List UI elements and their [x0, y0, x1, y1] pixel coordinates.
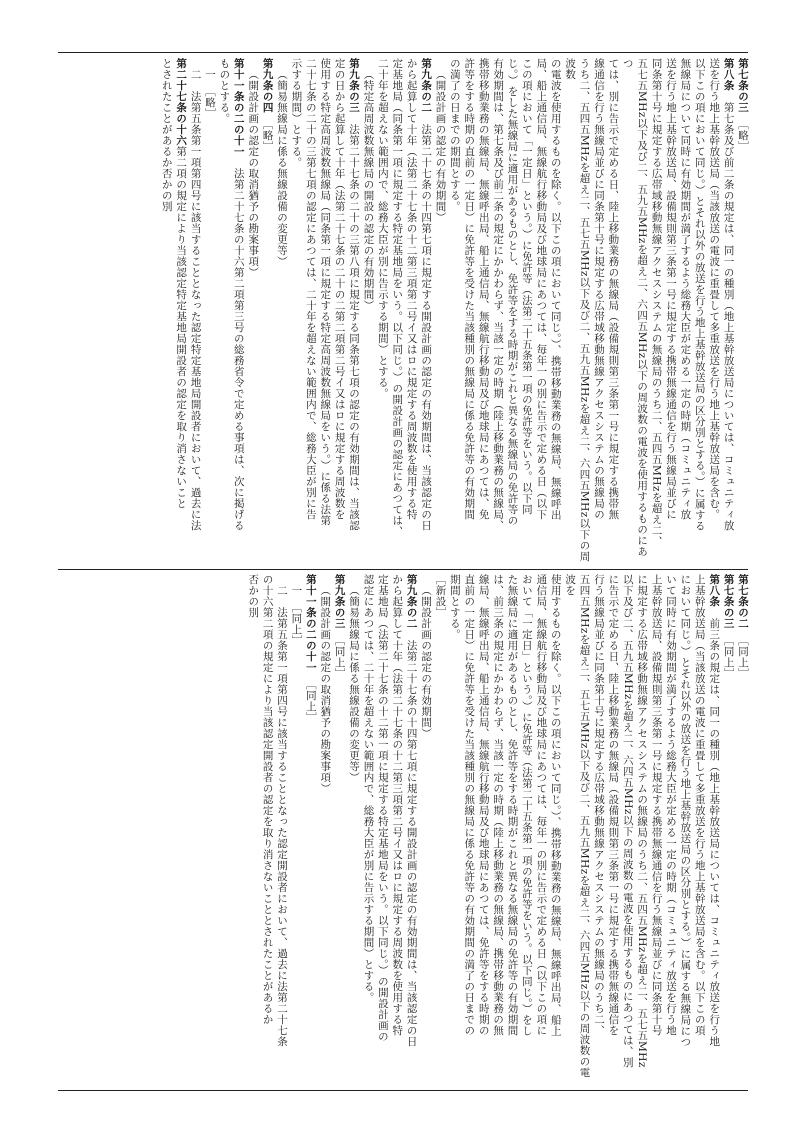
upper-panel-amended-text	[62, 58, 750, 563]
article-line	[231, 58, 245, 563]
text-line: 定の日から起算して十年（法第二十七条の二十の二第二項第二号イ又はロに規定する周波数を	[333, 58, 346, 520]
text-line: 認定にあつては、二十年を超えない範囲内で、総務大臣が別に告示する期間）とする。	[362, 574, 375, 1003]
article-line	[347, 58, 361, 563]
text-line: 定基地局（同条第一項に規定する特定基地局をいう。以下同じ。）の開設計画の認定にあつては、	[391, 58, 404, 537]
text-line: 使用するものを除く。以下この項において同じ。）、携帯移動業務の無線局、無線呼出局、船上	[549, 574, 562, 1037]
text-line: に告示で定める日、陸上移動業務の無線局（設備規則第三条第一号に規定する携帯無線通信を	[607, 574, 620, 1036]
article-number: 第七条の二	[737, 574, 749, 629]
article-text: 第七条及び前二条の規定は、同一の種別（地上基幹放送局については、コミュニティ放	[722, 91, 735, 531]
text-line: ［新設］	[434, 574, 447, 618]
item-line: 二 法第五条第一項第四号に該当することとなった認定特定基地局開設者において、過去に法	[189, 68, 202, 531]
article-number: 第八条	[722, 58, 735, 91]
text-line: じ。）をした無線局に適用があるものとし、免許等をする時期がこれと異なる無線局の免許等の	[506, 58, 519, 526]
text-line: 無線局について同時に有効期間が満了するよう総務大臣が定める一定の時期（コミュニティ放	[679, 58, 692, 520]
text-line: の満了の日までの期間とする。	[448, 58, 461, 212]
bottom-rule	[58, 1090, 748, 1091]
text-line: 送を行う地上基幹放送局、設備規則第三条第一号に規定する携帯無線通信を行う無線局並びに	[664, 58, 677, 520]
article-number: 第八条	[708, 574, 721, 607]
text-line: 五四五MHzを超え二、五七五MHz以下及び二、五九五MHzを超え二、六四五MHz以下の周波数の電波を	[564, 574, 591, 1078]
text-line: た無線局に適用があるものとし、免許等をする時期がこれと異なる無線局の免許等の有効期間	[506, 574, 519, 1036]
article-text: 法第二十七条の二十の三第八項に規定する同条第七項の認定の有効期間は、当該認	[348, 113, 361, 531]
article-line	[736, 58, 750, 563]
article-line	[721, 574, 735, 1086]
article-line	[260, 58, 274, 563]
text-line: うち二、五四五MHzを超え二、五七五MHz以下及び二、五九五MHzを超え二、六四五MHz以下の周波数	[564, 58, 591, 562]
text-line: 五七五MHz以下及び二、五九五MHzを超え二、六四五MHz以下の周波数の電波を使用するものにあつ	[621, 58, 649, 557]
text-line: 期間とする。	[448, 574, 461, 640]
text-line: 携帯移動業務の無線局、無線呼出局、船上通信局、無線航行移動局及び地球局にあつては、免	[477, 58, 490, 520]
text-line: の十六第二項の規定により当該認定開設者の認定を取り消さないこととされたことがあるか	[261, 574, 274, 1025]
text-line: 以下及び二、五九五MHzを超え二、六四五MHz以下の周波数の電波を使用するものにあつては、別	[621, 574, 634, 1068]
article-line	[707, 574, 721, 1086]
article-line	[736, 574, 750, 1086]
text-line: 行う無線局並びに同条第十号に規定する広帯域移動無線アクセスシステムの無線局のうち二、	[592, 574, 605, 1036]
text-line: 線局、無線呼出局、船上通信局、無線航行移動局及び地球局にあつては、免許等をする時期の	[477, 574, 490, 1036]
middle-rule	[58, 569, 748, 570]
article-line	[303, 574, 317, 1086]
text-line: 定基地局（法第二十七条の十二第一項に規定する特定基地局をいう。以下同じ。）の開設計画の	[376, 574, 389, 1042]
article-text: 法第二十七条の十四第七項に規定する開設計画の認定の有効期間は、当該認定の日	[405, 629, 418, 1047]
article-text: ［同上］	[722, 629, 735, 679]
article-number: 第七条の三	[722, 574, 735, 629]
article-line	[721, 58, 735, 563]
text-line: の電波を使用するものを除く。以下この項において同じ。）、携帯移動業務の無線局、無線呼出	[549, 58, 562, 521]
text-line: 否かの別	[247, 574, 260, 618]
article-text: 法第二十七条の十六第二項第三号の総務省令で定める事項は、次に掲げる	[232, 157, 245, 531]
item-line: 一 ［同上］	[290, 584, 303, 646]
text-line: この項において「一定日」という。）に免許等（法第二十五条第一項の免許等をいう。以下同	[520, 58, 533, 515]
text-line: ものとする。	[218, 58, 231, 124]
text-line: 直前の一定日）に免許等を受けた当該種別の無線局に係る免許等の有効期間の満了の日までの	[463, 574, 476, 1036]
section-caption: （開設計画の認定の有効期間）	[434, 68, 447, 223]
article-number: 第九条の二	[420, 58, 433, 113]
item-line: 一 ［略］	[203, 68, 216, 119]
text-line: に規定する広帯域移動無線アクセスシステムの無線局のうち二、五四五MHzを超え二、五七五MHz	[636, 574, 649, 1068]
lower-panel-current-text	[62, 574, 750, 1086]
text-line: 送を行う地上基幹放送局（当該放送の電波に重畳して多重放送を行う地上基幹放送局を含む。	[708, 58, 721, 520]
text-line: 有効期間は、第七条及び前二条の規定にかかわらず、当該一定の時期（陸上移動業務の無線局、	[492, 58, 505, 531]
article-number: 第九条の三	[333, 574, 346, 629]
article-number: 第九条の三	[348, 58, 361, 113]
section-caption: （開設計画の認定の取消猶予の勘案事項）	[319, 584, 332, 794]
article-text: ［略］	[261, 113, 274, 152]
section-caption: （簡易無線局に係る無線設備の変更等）	[348, 584, 361, 783]
article-line	[174, 58, 188, 563]
text-line: ては、別に告示で定める日、陸上移動業務の無線局（設備規則第三条第一号に規定する携帯無	[607, 58, 620, 520]
text-line: から起算して十年（法第二十七条の十二第三項第二号イ又はロに規定する周波数を使用する特	[391, 574, 404, 1036]
text-line: から起算して十年（法第二十七条の十二第三項第二号イ又はロに規定する周波数を使用する特	[405, 58, 418, 520]
text-line: 上基幹放送局、設備規則第三条第一号に規定する携帯無線通信を行う無線局並びに同条第十号	[650, 574, 663, 1036]
article-number: 第九条の二	[405, 574, 418, 629]
text-line: 以下この項において同じ。）とそれ以外の放送を行う地上基幹放送局の区分別とする。）に属する	[693, 58, 706, 532]
text-line: 使用する特定高周波数無線局（同条第一項に規定する特定高周波数無線局をいう。）に係る法第	[319, 58, 332, 526]
item-line: 二 法第五条第一項第四号に該当することとなった認定開設者において、過去に法第二十七条	[276, 584, 288, 1047]
text-line: 二十年を超えない範囲内で、総務大臣が別に告示する期間）とする。	[376, 58, 389, 399]
section-caption: （開設計画の認定の有効期間）	[420, 584, 433, 739]
section-caption: （開設計画の認定の取消猶予の勘案事項）	[247, 68, 260, 278]
article-text: ［同上］	[737, 629, 749, 679]
article-text: 前三条の規定は、同一の種別（地上基幹放送局については、コミュニティ放送を行う地	[708, 607, 721, 1047]
article-text: 法第二十七条の十四第七項に規定する開設計画の認定の有効期間は、当該認定の日	[420, 113, 433, 531]
text-line: 線通信を行う無線局並びに同条第十号に規定する広帯域移動無線アクセスシステムの無線局の	[592, 58, 605, 520]
text-line: 二十七条の二十の三第七項の認定にあつては、二十年を超えない範囲内で、総務大臣が別に告	[304, 58, 317, 520]
article-line	[404, 574, 418, 1086]
article-line	[419, 58, 433, 563]
text-line: 示する期間）とする。	[290, 58, 303, 168]
top-rule	[58, 52, 748, 53]
article-text: ［略］	[737, 113, 749, 152]
text-line: 局、船上通信局、無線航行移動局及び地球局にあつては、毎年一の別に告示で定める日（以下	[535, 58, 548, 520]
text-line: とされたことがあるか否かの別	[160, 58, 173, 212]
text-line: おいて「一定日」という。）に免許等（法第二十五条第一項の免許等をいう。以下同じ。）をし	[520, 574, 533, 1037]
article-text: ［同上］	[304, 673, 317, 723]
text-line: は、前三条の規定にかかわらず、当該一定の時期（陸上移動業務の無線局、携帯移動業務の無	[492, 574, 505, 1036]
article-number: 第十一条の二の十一	[232, 58, 245, 157]
text-line: 通信局、無線航行移動局及び地球局にあつては、毎年一の別に告示で定める日（以下この項に	[535, 574, 548, 1036]
section-caption: （簡易無線局に係る無線設備の変更等）	[276, 68, 288, 267]
text-line: 同条第十号に規定する広帯域移動無線アクセスシステムの無線局のうち二、五四五MHzを超え二、	[650, 58, 663, 547]
section-caption: （特定高周波数無線局の開設の認定の有効期間）	[362, 68, 375, 311]
article-text: ［同上］	[333, 629, 346, 679]
text-line: 上基幹放送局（当該放送の電波に重畳して多重放送を行う地上基幹放送局を含む。以下この項	[693, 574, 706, 1036]
article-number: 第九条の四	[261, 58, 274, 113]
article-text: 第二項の規定により当該認定特定基地局開設者の認定を取り消さないこと	[175, 146, 188, 509]
article-number: 第十一条の二の十一	[304, 574, 317, 673]
article-number: 第二十七条の十六	[175, 58, 188, 146]
text-line: において同じ。）とそれ以外の放送を行う地上基幹放送局の区分別とする。）に属する無線局につ	[679, 574, 692, 1048]
text-line: いて同時に有効期間が満了するよう総務大臣が定める一定の時期（コミュニティ放送を行う地	[664, 574, 677, 1036]
article-line	[332, 574, 346, 1086]
text-line: 許等をする時期の直前の一定日）に免許等を受けた当該種別の無線局に係る免許等の有効期間	[463, 58, 476, 520]
article-number: 第七条の三	[737, 58, 749, 113]
